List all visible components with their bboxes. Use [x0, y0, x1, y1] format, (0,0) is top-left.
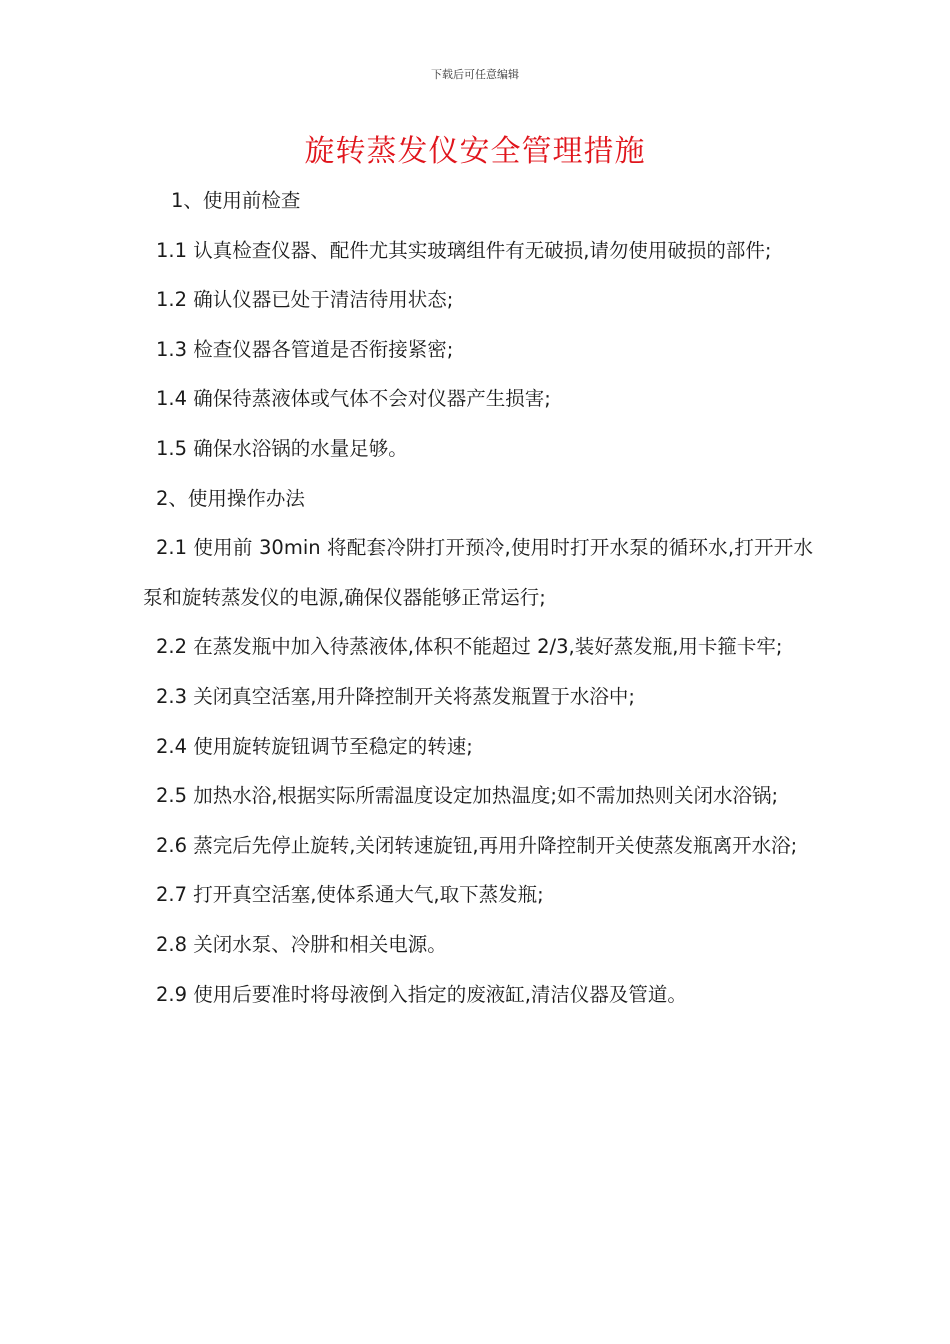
paragraph: 1.5 确保水浴锅的水量足够。	[156, 436, 408, 460]
paragraph: 2.5 加热水浴,根据实际所需温度设定加热温度;如不需加热则关闭水浴锅;	[156, 784, 779, 808]
section-heading: 1、使用前检查	[171, 189, 301, 212]
document-body	[143, 176, 813, 1019]
header-note: 下载后可任意编辑	[431, 68, 519, 81]
document-title: 旋转蒸发仪安全管理措施	[304, 134, 646, 169]
paragraph: 2.9 使用后要准时将母液倒入指定的废液缸,清洁仪器及管道。	[156, 982, 687, 1006]
paragraph: 2.6 蒸完后先停止旋转,关闭转速旋钮,再用升降控制开关使蒸发瓶离开水浴;	[156, 833, 798, 857]
paragraph: 2.7 打开真空活塞,使体系通大气,取下蒸发瓶;	[156, 883, 544, 907]
paragraph: 1.1 认真检查仪器、配件尤其实玻璃组件有无破损,请勿使用破损的部件;	[156, 238, 772, 262]
paragraph: 2.1 使用前 30min 将配套冷阱打开预冷,使用时打开水泵的循环水,打开开水泵和旋转蒸发仪的电源,确保仪器能够正常运行;	[143, 536, 813, 609]
paragraph: 1.4 确保待蒸液体或气体不会对仪器产生损害;	[156, 387, 551, 411]
section-heading: 2、使用操作办法	[156, 486, 305, 510]
paragraph: 2.8 关闭水泵、冷肼和相关电源。	[156, 932, 447, 956]
paragraph: 1.2 确认仪器已处于清洁待用状态;	[156, 288, 454, 312]
paragraph: 2.3 关闭真空活塞,用升降控制开关将蒸发瓶置于水浴中;	[156, 684, 635, 708]
paragraph: 2.4 使用旋转旋钮调节至稳定的转速;	[156, 734, 473, 758]
paragraph: 2.2 在蒸发瓶中加入待蒸液体,体积不能超过 2/3,装好蒸发瓶,用卡箍卡牢;	[156, 635, 783, 659]
paragraph: 1.3 检查仪器各管道是否衔接紧密;	[156, 337, 454, 361]
